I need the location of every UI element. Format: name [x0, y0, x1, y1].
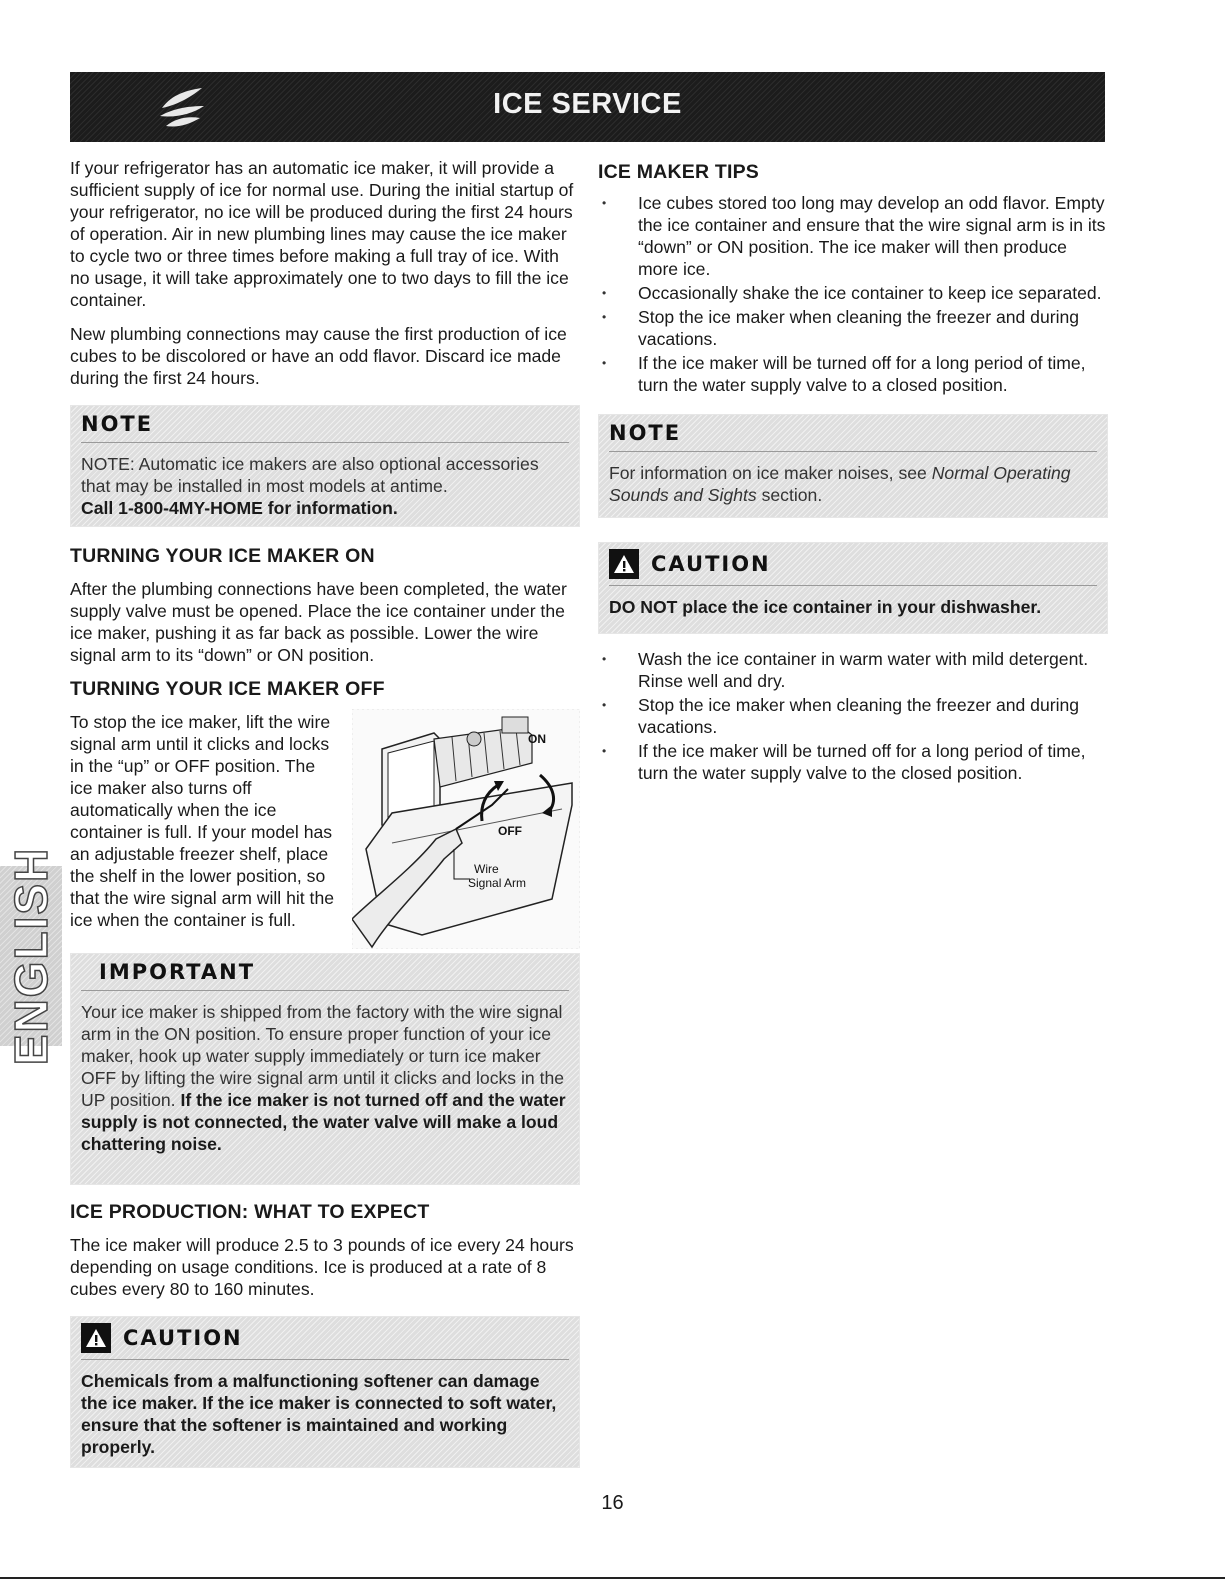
- list-item: • If the ice maker will be turned off for a long period of time, turn the water supply valve to the closed position.: [598, 740, 1108, 784]
- heading-ice-maker-tips: ICE MAKER TIPS: [598, 161, 759, 183]
- tips-list: [598, 192, 1108, 396]
- ice-production-text: The ice maker will produce 2.5 to 3 pounds of ice every 24 hours depending on usage conditions. Ice is produced at a rate of 8 cubes every 80 to 160 minutes.: [70, 1235, 574, 1299]
- figure-label-wire: Wire: [474, 862, 499, 876]
- note-body: NOTE: Automatic ice makers are also optional accessories that may be installed in most models at antime. Call 1-800-4MY-HOME for information.: [81, 454, 539, 518]
- heading-ice-maker-off: TURNING YOUR ICE MAKER OFF: [70, 678, 385, 700]
- important-warning: If the ice maker is not turned off and the water supply is not connected, the water valve will make a loud chattering noise.: [81, 1090, 566, 1154]
- list-item: • Stop the ice maker when cleaning the freezer and during vacations.: [598, 306, 1108, 350]
- figure-label-on: ON: [528, 732, 546, 746]
- intro-paragraph-1: If your refrigerator has an automatic ice maker, it will provide a sufficient supply of ice for normal use. During the initial startup of your refrigerator, no ice will be produced during the first 24 hours of operation. Air in new plumbing lines may cause the ice maker to cycle two or three times before making a full tray of ice. With no usage, it will take approximately one to two days to fill the ice container.: [70, 158, 574, 310]
- language-tab: [0, 846, 62, 1066]
- left-column: [70, 157, 580, 1468]
- banner-title: ICE SERVICE: [493, 88, 682, 120]
- list-item: • Occasionally shake the ice container to keep ice separated.: [598, 282, 1108, 304]
- ice-maker-off-text: To stop the ice maker, lift the wire signal arm until it clicks and locks in the “up” or OFF position. The ice maker also turns off automatically when the ice container is full. If your model has an adjustable freezer shelf, place the shelf in the lower position, so that the wire signal arm will hit the ice when the container is full.: [70, 712, 335, 930]
- caution-box-dishwasher: [598, 542, 1108, 634]
- warning-icon: [609, 549, 639, 579]
- list-item: • If the ice maker will be turned off for a long period of time, turn the water supply valve to a closed position.: [598, 352, 1108, 396]
- ice-maker-on-text: After the plumbing connections have been completed, the water supply valve must be opened. Place the ice container under the ice maker, pushing it as far back as possible. Lower the wire signal arm to its “down” or ON position.: [70, 579, 567, 665]
- warning-icon: [81, 1323, 111, 1353]
- right-column: [598, 157, 1108, 786]
- intro-paragraph-2: New plumbing connections may cause the first production of ice cubes to be discolored or have an odd flavor. Discard ice made during the first 24 hours.: [70, 324, 567, 388]
- note-heading: NOTE: [609, 421, 1097, 452]
- caution-heading: CAUTION: [81, 1323, 569, 1360]
- bottom-divider: [0, 1577, 1225, 1579]
- note-body: For information on ice maker noises, see Normal Operating Sounds and Sights section.: [609, 463, 1071, 505]
- page-number: 16: [601, 1492, 624, 1514]
- ice-maker-illustration: [352, 709, 580, 949]
- list-item: • Ice cubes stored too long may develop an odd flavor. Empty the ice container and ensure that the wire signal arm is in its “down” or ON position. The ice maker will then produce more ice.: [598, 192, 1108, 280]
- note-box-noises: [598, 414, 1108, 518]
- note-section-reference: Normal Operating Sounds and Sights: [609, 463, 1071, 505]
- figure-label-signal-arm: Signal Arm: [468, 876, 527, 890]
- heading-ice-maker-on: TURNING YOUR ICE MAKER ON: [70, 545, 375, 567]
- list-item: • Stop the ice maker when cleaning the freezer and during vacations.: [598, 694, 1108, 738]
- caution-body: DO NOT place the ice container in your dishwasher.: [609, 597, 1042, 617]
- care-list: [598, 648, 1108, 784]
- heading-ice-production: ICE PRODUCTION: WHAT TO EXPECT: [70, 1201, 430, 1223]
- list-item: • Wash the ice container in warm water with mild detergent. Rinse well and dry.: [598, 648, 1108, 692]
- section-banner: [70, 72, 1105, 142]
- language-tab-label: ENGLISH: [5, 846, 57, 1066]
- note-box-accessories: [70, 405, 580, 527]
- figure-label-off: OFF: [498, 824, 522, 838]
- important-heading: IMPORTANT: [81, 960, 569, 991]
- caution-body: Chemicals from a malfunctioning softener can damage the ice maker. If the ice maker is connected to soft water, ensure that the softener is maintained and working properly.: [81, 1371, 557, 1457]
- caution-heading: CAUTION: [609, 549, 1097, 586]
- note-phone-line: Call 1-800-4MY-HOME for information.: [81, 498, 398, 518]
- ice-maker-off-section: [70, 711, 580, 951]
- caution-box-softener: [70, 1316, 580, 1468]
- note-heading: NOTE: [81, 412, 569, 443]
- important-box: [70, 953, 580, 1185]
- important-body: Your ice maker is shipped from the factory with the wire signal arm in the ON position. To ensure proper function of your ice maker, hook up water supply immediately or turn ice maker OFF by lifting the wire signal arm until it clicks and locks in the UP position. If the ice maker is not turned off and the water supply is not connected, the water valve will make a loud chattering noise.: [81, 1002, 566, 1154]
